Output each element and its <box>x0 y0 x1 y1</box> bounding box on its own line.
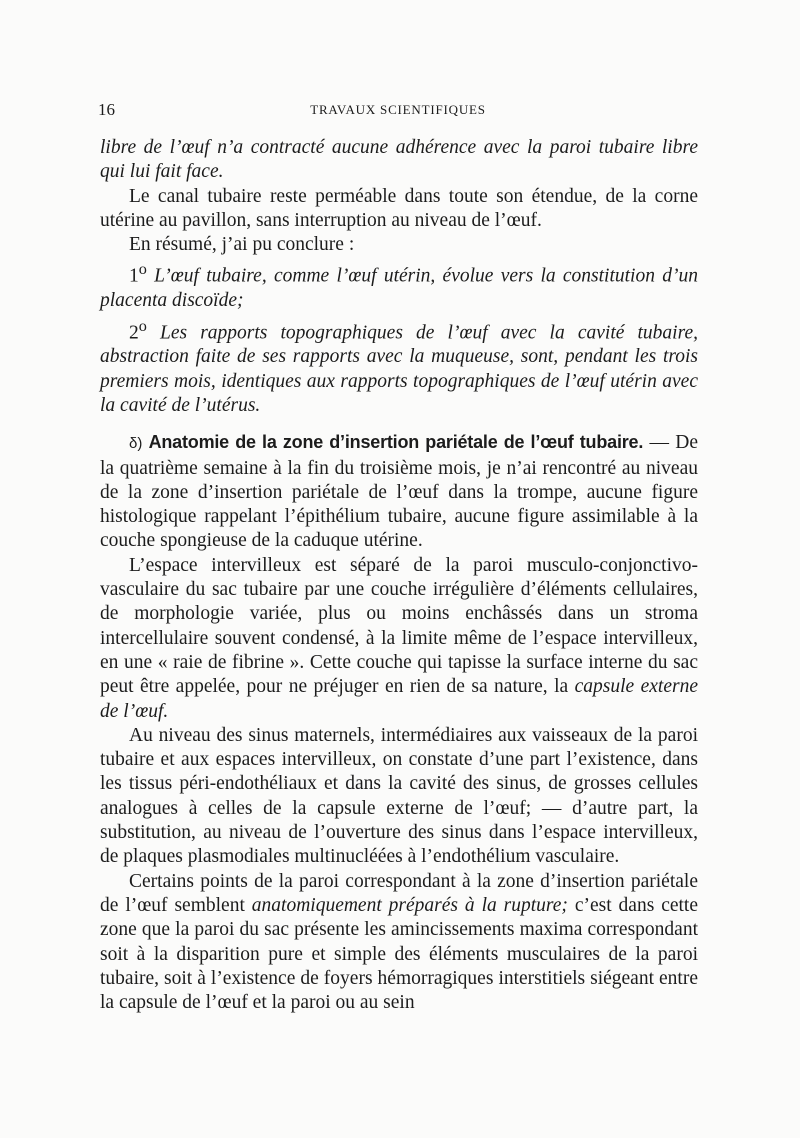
conclusion-2-text: Les rapports topographiques de l’œuf avec la cavité tubaire, abstraction faite de ses rapports avec la muqueuse, sont, pendant les trois premiers mois, identiques aux rapports topographiques de l’œuf utérin avec la cavité de l’utérus. <box>100 322 698 416</box>
conclusion-1-number: 1 <box>129 265 139 287</box>
paragraph-conclusion-2 <box>100 314 698 419</box>
paragraph-conclusion-1 <box>100 257 698 313</box>
rupture-italic: anatomiquement préparés à la rupture; <box>251 894 568 916</box>
continuation-italic-text: libre de l’œuf n’a contracté aucune adhérence avec la paroi tubaire libre qui lui fait face. <box>100 137 698 183</box>
certains-points-text-end: c’est dans cette zone que la paroi du sac présente les amincissements maxima correspondant soit à la disparition pure et simple des éléments musculaires de la paroi tubaire, soit à l’existence de foyers hémorragiques interstitiels siégeant entre la capsule de l’œuf et la paroi ou au sein <box>100 894 699 1014</box>
paragraph-espace-intervilleux <box>100 554 698 724</box>
paragraph-certains-points <box>100 870 698 1016</box>
running-title: TRAVAUX SCIENTIFIQUES <box>310 102 486 117</box>
paragraph-anatomie <box>100 430 698 553</box>
conclusion-1-text: L’œuf tubaire, comme l’œuf utérin, évolue vers la constitution d’un placenta discoïde; <box>100 265 698 312</box>
page-header <box>98 100 698 124</box>
paragraph-continuation <box>100 136 698 185</box>
section-heading: Anatomie de la zone d’insertion pariétale de l’œuf tubaire. <box>142 432 644 453</box>
page-number: 16 <box>98 100 115 119</box>
conclusion-2-number: 2 <box>129 322 139 344</box>
conclusion-1-ordinal: o <box>138 260 147 279</box>
paragraph-canal-tubaire: Le canal tubaire reste perméable dans toute son étendue, de la corne utérine au pavillon, sans interruption au niveau de l’œuf. <box>100 185 698 231</box>
certains-points-text: Certains points de la paroi correspondant à la zone d’insertion pariétale de l’œuf semblent <box>100 870 698 916</box>
body-text <box>100 136 698 1015</box>
paragraph-sinus-maternels: Au niveau des sinus maternels, intermédiaires aux vaisseaux de la paroi tubaire et aux espaces intervilleux, on constate d’une part l’existence, dans les tissus péri-endothéliaux et dans la cavité des sinus, de grosses cellules analogues à celles de la capsule externe de l’œuf; — d’autre part, la substitution, au niveau de l’ouverture des sinus dans l’espace intervilleux, de plaques plasmodiales multinucléées à l’endothélium vasculaire. <box>100 724 698 868</box>
section-marker: δ) <box>129 435 143 453</box>
anatomie-text: — De la quatrième semaine à la fin du troisième mois, je n’ai rencontré au niveau de la zone d’insertion pariétale de l’œuf dans la trompe, aucune figure histologique rappelant l’épithélium tubaire, aucune figure assimilable à la couche spongieuse de la caduque utérine. <box>100 432 698 552</box>
paragraph-resume: En résumé, j’ai pu conclure : <box>129 234 355 256</box>
espace-intervilleux-text: L’espace intervilleux est séparé de la paroi musculo-conjonctivo-vasculaire du sac tubaire par une couche irrégulière d’éléments cellulaires, de morphologie variée, plus ou moins enchâssés dans un stroma intercellulaire souvent condensé, à la limite même de l’espace intervilleux, en une « raie de fibrine ». Cette couche qui tapisse la surface interne du sac peut être appelée, pour ne préjuger en rien de sa nature, la <box>100 554 698 698</box>
conclusion-2-ordinal: o <box>138 316 147 335</box>
capsule-externe-italic: capsule externe de l’œuf. <box>100 676 698 722</box>
